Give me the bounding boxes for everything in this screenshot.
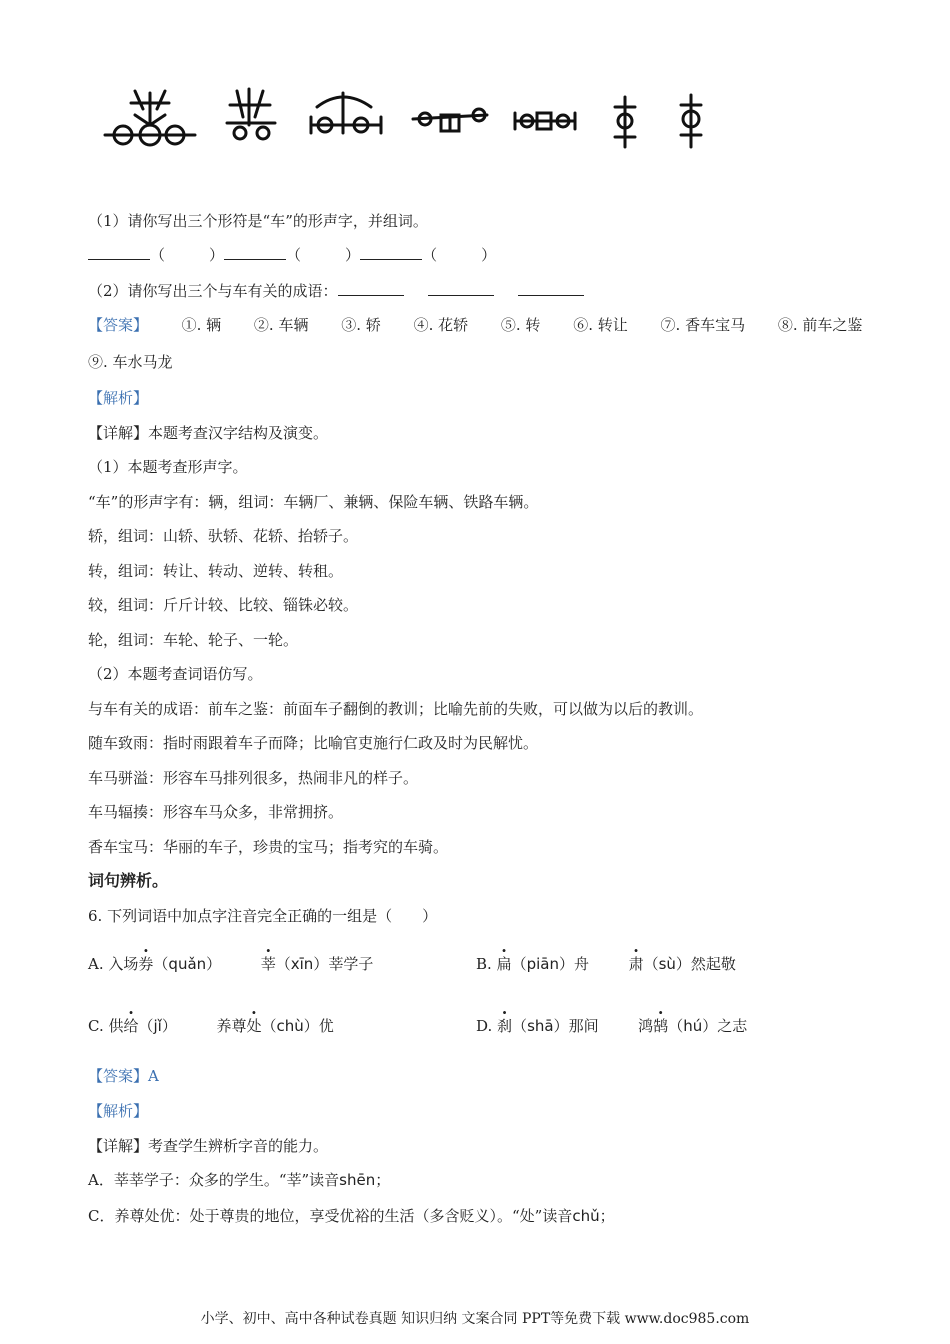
q6-detail: 【详解】考查学生辨析字音的能力。: [88, 1137, 329, 1155]
q6-analysis-tag: 【解析】: [88, 1102, 149, 1120]
answer-item: ③. 轿: [341, 316, 381, 334]
blank-1[interactable]: [88, 245, 150, 260]
analysis-tag: 【解析】: [88, 389, 149, 407]
paragraph: 轿，组词：山轿、驮轿、花轿、抬轿子。: [88, 527, 359, 545]
q6-analysis-a: A．莘莘学子：众多的学生。“莘”读音shēn；: [88, 1171, 391, 1189]
option-b[interactable]: B. 扁（piān）舟 肃（sù）然起敬: [476, 955, 736, 973]
option-a[interactable]: A. 入场券（quǎn） 莘（xīn）莘学子: [88, 955, 374, 973]
answer-item: ⑦. 香车宝马: [660, 316, 746, 334]
paragraph: 随车致雨：指时雨跟着车子而降；比喻官吏施行仁政及时为民解忧。: [88, 734, 539, 752]
paragraph: 车马骈溢：形容车马排列很多，热闹非凡的样子。: [88, 769, 419, 787]
section-title: 词句辨析。: [88, 871, 169, 890]
blank-idiom-1[interactable]: [338, 281, 404, 296]
answer-item: ⑥. 转让: [573, 316, 628, 334]
answer-item: ④. 花轿: [413, 316, 469, 334]
glyph-1: [105, 91, 195, 145]
glyph-7: [681, 95, 701, 147]
answer-tag: 【答案】: [88, 316, 149, 334]
paragraph: 轮，组词：车轮、轮子、一轮。: [88, 631, 299, 649]
blank-idiom-3[interactable]: [518, 281, 584, 296]
answer-item: ⑧. 前车之鉴: [777, 316, 863, 334]
page-footer: 小学、初中、高中各种试卷真题 知识归纳 文案合同 PPT等免费下载 www.doc985.com: [200, 1311, 750, 1327]
paragraph: 与车有关的成语：前车之鉴：前面车子翻倒的教训；比喻先前的失败，可以做为以后的教训。: [88, 700, 704, 718]
paragraph: （2）本题考查词语仿写。: [88, 665, 263, 683]
answer-item: ①. 辆: [181, 316, 222, 334]
q6-answer: 【答案】A: [88, 1067, 159, 1085]
q5-part2: （2）请你写出三个与车有关的成语：: [88, 281, 584, 301]
option-c[interactable]: C. 供给（jǐ） 养尊处（chù）优: [88, 1017, 334, 1035]
q5-answer-line: [88, 315, 862, 335]
answer-item: ⑤. 转: [500, 316, 541, 334]
paragraph: “车”的形声字有：辆，组词：车辆厂、兼辆、保险车辆、铁路车辆。: [88, 493, 539, 511]
q6-stem: 6. 下列词语中加点字注音完全正确的一组是（ ）: [88, 907, 438, 925]
paragraph: 香车宝马：华丽的车子，珍贵的宝马；指考究的车骑。: [88, 838, 449, 856]
glyph-4: [413, 109, 487, 131]
ancient-che-glyphs: [95, 85, 735, 165]
detail-line: 【详解】本题考查汉字结构及演变。: [88, 424, 329, 442]
glyph-2: [227, 89, 275, 139]
blank-idiom-2[interactable]: [428, 281, 494, 296]
glyph-5: [515, 113, 575, 129]
q5-part1-blanks: （ ） （ ） （ ）: [88, 245, 496, 265]
paragraph: 车马辐揍：形容车马众多，非常拥挤。: [88, 803, 344, 821]
option-d[interactable]: D. 刹（shā）那间 鸿鹄（hú）之志: [476, 1017, 748, 1035]
paragraph: 较，组词：斤斤计较、比较、锱铢必较。: [88, 596, 359, 614]
q6-analysis-c: C．养尊处优：处于尊贵的地位，享受优裕的生活（多含贬义）。“处”读音chǔ；: [88, 1207, 615, 1225]
glyph-6: [615, 97, 635, 147]
q5-part1: （1）请你写出三个形符是“车”的形声字，并组词。: [88, 212, 428, 230]
blank-3[interactable]: [360, 245, 422, 260]
paragraph: 转，组词：转让、转动、逆转、转租。: [88, 562, 344, 580]
answer-item: ②. 车辆: [253, 316, 309, 334]
blank-2[interactable]: [224, 245, 286, 260]
paragraph: （1）本题考查形声字。: [88, 458, 248, 476]
answer-item-last: ⑨. 车水马龙: [88, 353, 173, 371]
glyph-3: [311, 93, 381, 133]
